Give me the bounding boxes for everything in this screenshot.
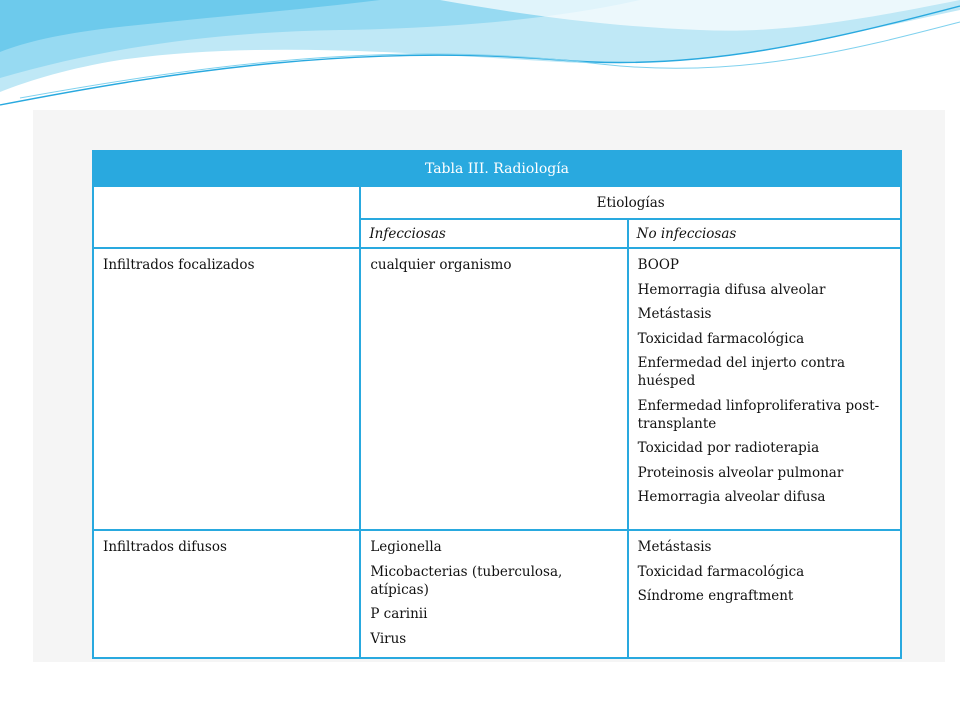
table-title-row (93, 151, 901, 186)
infecciosas-list (361, 531, 626, 648)
no-infecciosas-list (629, 531, 900, 605)
infecciosas-cell (360, 530, 627, 658)
row-label-cell (93, 248, 360, 530)
list-item: Micobacterias (tuberculosa, atípicas) (370, 563, 563, 598)
list-item: P carinii (370, 606, 428, 622)
list-item: BOOP (637, 257, 680, 273)
list-item: Enfermedad linfoproliferativa post-transplante (637, 397, 880, 432)
list-item: Toxicidad por radioterapia (637, 440, 820, 456)
list-item: Síndrome engraftment (637, 588, 794, 604)
row-label-cell (93, 530, 360, 658)
list-item: Hemorragia alveolar difusa (637, 489, 826, 505)
infecciosas-cell (360, 248, 627, 530)
group-header-etiologias: Etiologías (360, 186, 901, 219)
list-item: Toxicidad farmacológica (637, 563, 805, 580)
list-item: Virus (370, 630, 407, 647)
group-header-row (93, 186, 901, 219)
list-item: Toxicidad farmacológica (637, 330, 805, 347)
col-header-no-infecciosas: No infecciosas (628, 219, 901, 248)
col-header-infecciosas: Infecciosas (360, 219, 627, 248)
infecciosas-list (361, 249, 626, 274)
list-item: Proteinosis alveolar pulmonar (637, 464, 844, 481)
table-row (93, 530, 901, 658)
table-title: Tabla III. Radiología (93, 151, 901, 186)
no-infecciosas-list (629, 249, 900, 506)
list-item: Metástasis (637, 539, 712, 555)
list-item: Enfermedad del injerto contra huésped (637, 355, 846, 389)
decorative-wave-header (0, 0, 960, 115)
list-item: Legionella (370, 539, 442, 555)
row-label: Infiltrados focalizados (103, 257, 255, 273)
radiology-table (92, 150, 902, 659)
no-infecciosas-cell (628, 248, 901, 530)
list-item: Hemorragia difusa alveolar (637, 281, 826, 298)
table-row (93, 248, 901, 530)
list-item: cualquier organismo (370, 257, 512, 273)
no-infecciosas-cell (628, 530, 901, 658)
empty-corner-cell (93, 186, 360, 248)
row-label: Infiltrados difusos (103, 539, 227, 555)
list-item: Metástasis (637, 306, 712, 322)
